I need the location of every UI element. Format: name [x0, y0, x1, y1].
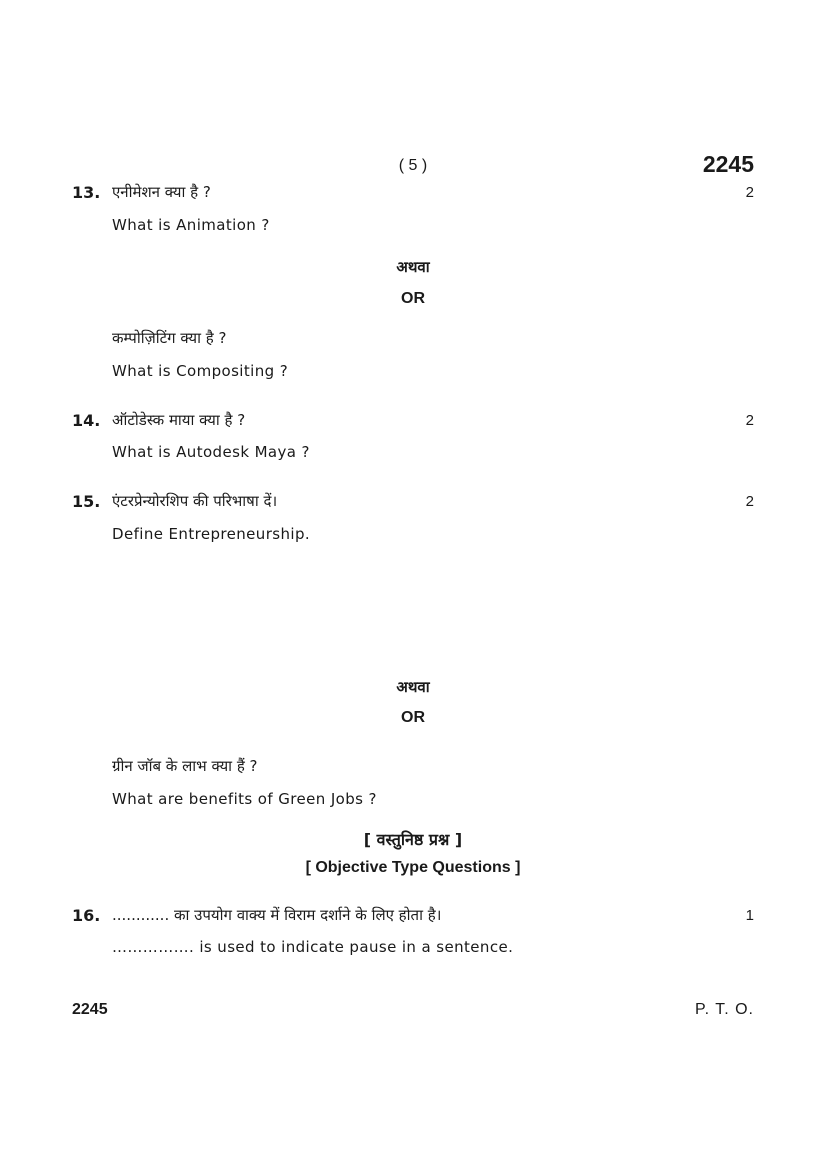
question-15-marks: 2	[745, 493, 754, 510]
question-13-alt-hindi: कम्पोज़िटिंग क्या है ?	[112, 329, 227, 347]
question-16-marks: 1	[745, 907, 754, 924]
paper-code-header: 2245	[702, 151, 754, 177]
or-hindi-1: अथवा	[396, 258, 430, 276]
question-14-english: What is Autodesk Maya ?	[112, 443, 310, 461]
question-16-number: 16.	[72, 906, 101, 925]
question-15-alt-english: What are benefits of Green Jobs ?	[112, 790, 377, 808]
question-15-english: Define Entrepreneurship.	[112, 525, 311, 543]
or-english-1: OR	[401, 290, 425, 307]
question-15-hindi: एंटरप्रेन्योरशिप की परिभाषा दें।	[112, 492, 278, 510]
page-number: ( 5 )	[398, 157, 428, 174]
question-15-alt-hindi: ग्रीन जॉब के लाभ क्या हैं ?	[112, 757, 258, 775]
section-heading-english: [ Objective Type Questions ]	[305, 859, 521, 876]
question-13-english: What is Animation ?	[112, 216, 270, 234]
question-16-hindi: ............ का उपयोग वाक्य में विराम दर्शाने के लिए होता है।	[112, 906, 442, 924]
question-14-marks: 2	[745, 412, 754, 429]
question-13-alt-english: What is Compositing ?	[112, 362, 289, 380]
question-13-hindi: एनीमेशन क्या है ?	[112, 183, 211, 201]
question-14-hindi: ऑटोडेस्क माया क्या है ?	[112, 411, 246, 429]
or-english-2: OR	[401, 709, 425, 726]
or-hindi-2: अथवा	[396, 678, 430, 696]
section-heading-hindi: [ वस्तुनिष्ठ प्रश्न ]	[363, 830, 463, 849]
question-13-number: 13.	[72, 183, 101, 202]
pto-label: P. T. O.	[695, 1001, 754, 1018]
question-16-english: ……………. is used to indicate pause in a sentence.	[112, 938, 514, 956]
question-15-number: 15.	[72, 492, 101, 511]
question-14-number: 14.	[72, 411, 101, 430]
question-13-marks: 2	[745, 184, 754, 201]
paper-code-footer: 2245	[72, 1001, 108, 1018]
